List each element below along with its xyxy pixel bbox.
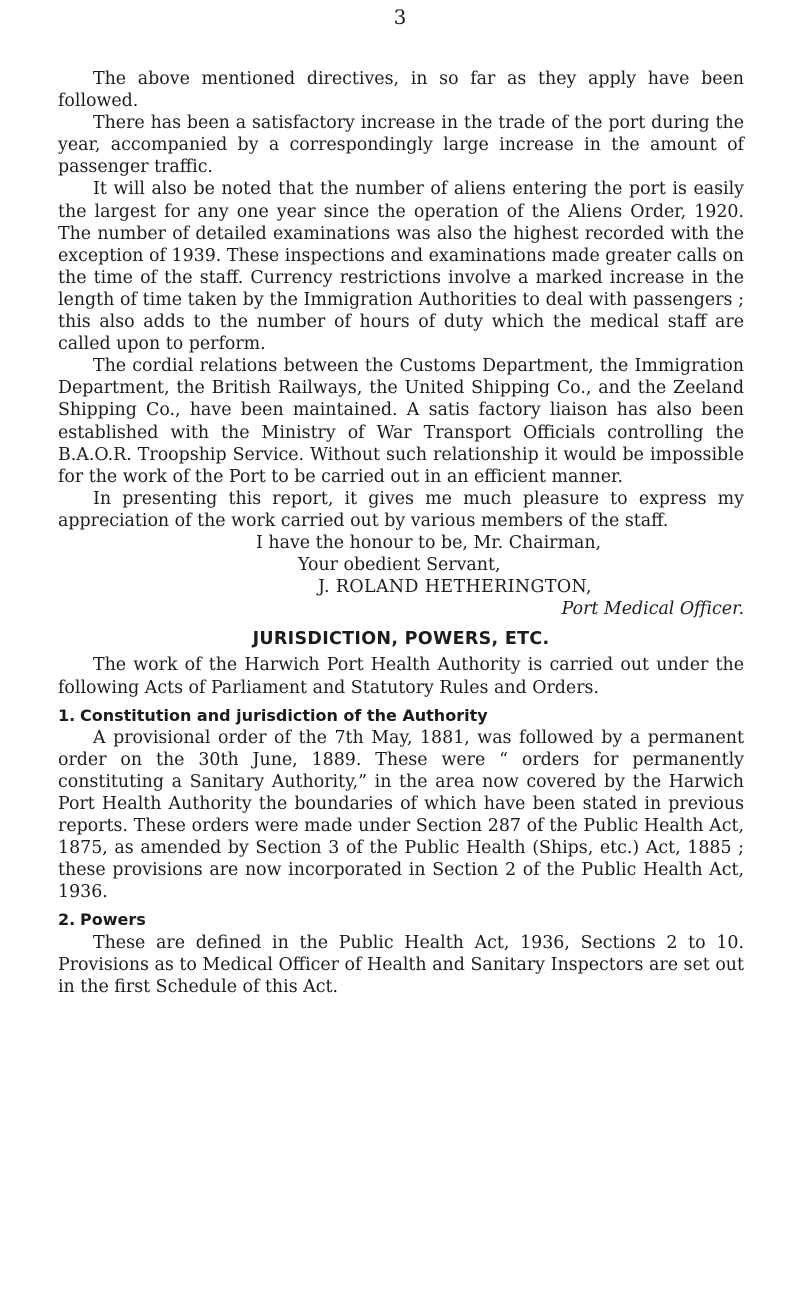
subsection-heading-powers bbox=[58, 909, 744, 931]
subsection-number: 1. bbox=[58, 705, 76, 725]
paragraph-appreciation: In presenting this report, it gives me much pleasure to express my appreciation of the work carried out by various members of the staff. bbox=[58, 488, 744, 531]
paragraph-aliens: It will also be noted that the number of aliens entering the port is easily the largest for any one year since the operation of the Aliens Order, 1920. The number of detailed examinations was also the highest recorded with the exception of 1939. These inspections and examinations made greater calls on the time of the staff. Currency restrictions involve a marked increase in the length of time taken by the Immigration Authorities to deal with passengers ; this also adds to the number of hours of duty which the medical staff are called upon to perform. bbox=[58, 179, 744, 355]
closing-block bbox=[58, 532, 744, 620]
subsection-number: 2. bbox=[58, 910, 76, 930]
section-intro-paragraph: The work of the Harwich Port Health Authority is carried out under the following Acts of Parliament and Statutory Rules and Orders. bbox=[58, 655, 744, 698]
document-body bbox=[58, 68, 744, 998]
signature-name: J. ROLAND HETHERINGTON, bbox=[318, 577, 592, 598]
closing-servant-line: Your obedient Servant, bbox=[298, 555, 501, 576]
subsection-text-constitution: A provisional order of the 7th May, 1881, was followed by a permanent order on the 30th June, 1889. These were “ orders for permanently constituting a Sanitary Authority,” in the area now covered by the Harwich Port Health Authority the boundaries of which have been stated in previous reports. These orders were made under Section 287 of the Public Health Act, 1875, as amended by Section 3 of the Public Health (Ships, etc.) Act, 1885 ; these provisions are now incorporated in Section 2 of the Public Health Act, 1936. bbox=[58, 727, 744, 903]
subsection-title: Powers bbox=[80, 910, 146, 930]
page-number: 3 bbox=[393, 5, 407, 29]
subsection-heading-constitution bbox=[58, 705, 744, 727]
signature-title: Port Medical Officer. bbox=[561, 599, 744, 620]
paragraph-directives: The above mentioned directives, in so far as they apply have been followed. bbox=[58, 69, 744, 112]
paragraph-trade: There has been a satisfactory increase in the trade of the port during the year, accompanied by a correspondingly large increase in the amount of passenger traffic. bbox=[58, 113, 744, 178]
subsection-title: Constitution and jurisdiction of the Authority bbox=[80, 705, 488, 725]
section-heading: JURISDICTION, POWERS, ETC. bbox=[252, 629, 550, 650]
paragraph-relations: The cordial relations between the Customs Department, the Immigration Department, the British Railways, the United Shipping Co., and the Zeeland Shipping Co., have been maintained. A satis factory liaison has also been established with the Ministry of War Transport Officials controlling the B.A.O.R. Troopship Service. Without such relationship it would be impossible for the work of the Port to be carried out in an efficient manner. bbox=[58, 356, 744, 487]
closing-honour-line: I have the honour to be, Mr. Chairman, bbox=[256, 532, 602, 553]
subsection-text-powers: These are defined in the Public Health Act, 1936, Sections 2 to 10. Provisions as to Medical Officer of Health and Sanitary Inspectors are set out in the first Schedule of this Act. bbox=[58, 932, 744, 997]
